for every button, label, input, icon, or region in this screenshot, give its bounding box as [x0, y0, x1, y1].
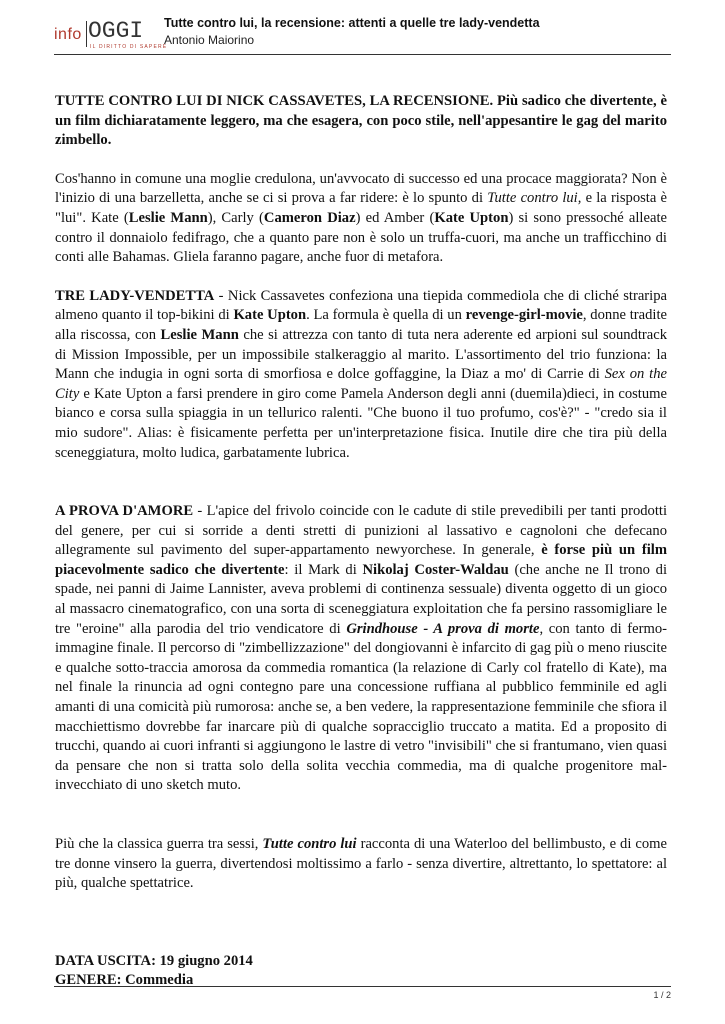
paragraph-4: Più che la classica guerra tra sessi, Tutte contro lui racconta di una Waterloo del bellimbusto, e di come tre donne vinsero la guerra, divertendosi moltissimo a farlo - senza divertire, altrettanto, lo spettatore: al più, qualche spettatrice. [55, 836, 667, 892]
film-title: Tutte contro lui, [487, 190, 582, 207]
actor-name: Kate Upton [434, 209, 509, 226]
article-title: Tutte contro lui, la recensione: attenti a quelle tre lady-vendetta [164, 16, 540, 30]
page-number: 1 / 2 [653, 990, 671, 1000]
section-heading: A PROVA D'AMORE [55, 503, 194, 520]
lead-text: TUTTE CONTRO LUI DI NICK CASSAVETES, LA RECENSIONE. Più sadico che divertente, è un film dichiaratamente leggero, ma che esagera, con poco stile, nell'appesantire le gag del marito zimbello. [55, 93, 667, 149]
section-heading: TRE LADY-VENDETTA [55, 287, 215, 304]
actor-name: Kate Upton [233, 307, 307, 324]
actor-name: Leslie Mann [128, 209, 208, 226]
release-date: DATA USCITA: 19 giugno 2014 [55, 952, 253, 969]
paragraph-3: A PROVA D'AMORE - L'apice del frivolo coincide con le cadute di stile prevedibili per tanti prodotti del genere, per cui si sorride a denti stretti di punizioni al lassativo e cagnoloni che defecano allegramente sul pavimento del super-appartamento newyorchese. In generale, è forse più un film piacevolmente sadico che divertente: il Mark di Nikolaj Coster-Waldau (che anche ne Il trono di spade, nei panni di Jaime Lannister, aveva problemi di continenza sessuale) diventa oggetto di un gioco al massacro cinematografico, con una sorta di sceneggiatura exploitation che fa persino rassomigliare le tre "eroine" alla parodia del trio vendicatore di Grindhouse - A prova di morte, con tanto di fermo-immagine finale. Il percorso di "zimbellizzazione" del dongiovanni è infarcito di gag più o meno riuscite e qualche sotto-traccia amorosa da commedia romantica (la relazione di Carly col fratello di Kate), ma nel finale la rinuncia ad ogni contegno pare una concessione ruffiana al pubblico femminile ed agli amanti di una comicità più rumorosa: anche se, a ben vedere, la rappresentazione femminile che sfiora il macchiettismo dovrebbe far inarcare più di qualche sopracciglio truccato a matita. Ed a proposito di trucchi, quando ai cuori infranti si aggiungono le lastre di vetro "invisibili" che si frantumano, vien quasi da pensare che non si tratta solo della solita vecchia commedia, ma di qualche progenitore mal-invecchiato di uno sketch muto. [55, 503, 668, 794]
page-header [54, 10, 671, 55]
actor-name: Cameron Diaz [263, 209, 356, 226]
infooggi-logo[interactable] [54, 16, 168, 52]
show-title: Sex on the City [55, 366, 667, 402]
genre-label: GENERE: Commedia [55, 972, 194, 989]
actor-name: Nikolaj Coster-Waldau [362, 561, 509, 578]
article-body [55, 92, 667, 991]
logo-tagline: IL DIRITTO DI SAPERE [90, 44, 168, 50]
page-footer [54, 986, 671, 1000]
paragraph-1: Cos'hanno in comune una moglie credulona, un'avvocato di successo ed una procace maggiorata? Non è l'inizio di una barzelletta, anche se ci si prova a far ridere: è lo spunto di Tutte contro lui, e la risposta è "lui". Kate (Leslie Mann), Carly (Cameron Diaz) ed Amber (Kate Upton) si sono pressoché alleate contro il donnaiolo fedifrago, che a quanto pare non è solo un truffa-cuori, ma anche un trafficchino di conti alle Bahamas. Gliela faranno pagare, anche fuor di metafora. [55, 170, 668, 266]
logo-oggi-text: OGGI [88, 18, 144, 44]
article-lead [55, 92, 667, 151]
highlight-text: è forse più un film piacevolmente sadico che divertente [55, 542, 667, 578]
film-title: Tutte contro lui [262, 836, 357, 852]
logo-divider [86, 21, 87, 47]
actor-name: Leslie Mann [160, 326, 239, 343]
film-title: Grindhouse - A prova di morte [346, 620, 540, 637]
paragraph-2: TRE LADY-VENDETTA - Nick Cassavetes confeziona una tiepida commediola che di cliché straripa almeno quanto il top-bikini di Kate Upton. La formula è quella di un revenge-girl-movie, donne tradite alla riscossa, con Leslie Mann che si attrezza con tanto di tuta nera aderente ed arpioni sul soundtrack di Mission Impossible, per un impossibile stalkeraggio al marito. L'assortimento del trio funziona: la Mann che indugia in ogni sorta di smorfiosa e dolce goffaggine, la Diaz a mo' di Carrie di Sex on the City e Kate Upton a farsi prendere in giro come Pamela Anderson degli anni (duemila)dieci, in costume bianco e corsa sulla spiaggia in un tellurico ralenti. "Che buono il tuo profumo, cos'è?" - "credo sia il mio sudore". Alias: è fisicamente perfetta per un'interpretazione fisica. Inutile dire che tira più della sceneggiatura, molto ludica, garbatamente lubrica. [55, 287, 667, 461]
genre-term: revenge-girl-movie [465, 307, 583, 324]
article-author: Antonio Maiorino [164, 33, 255, 47]
logo-info-text: info [54, 26, 82, 43]
